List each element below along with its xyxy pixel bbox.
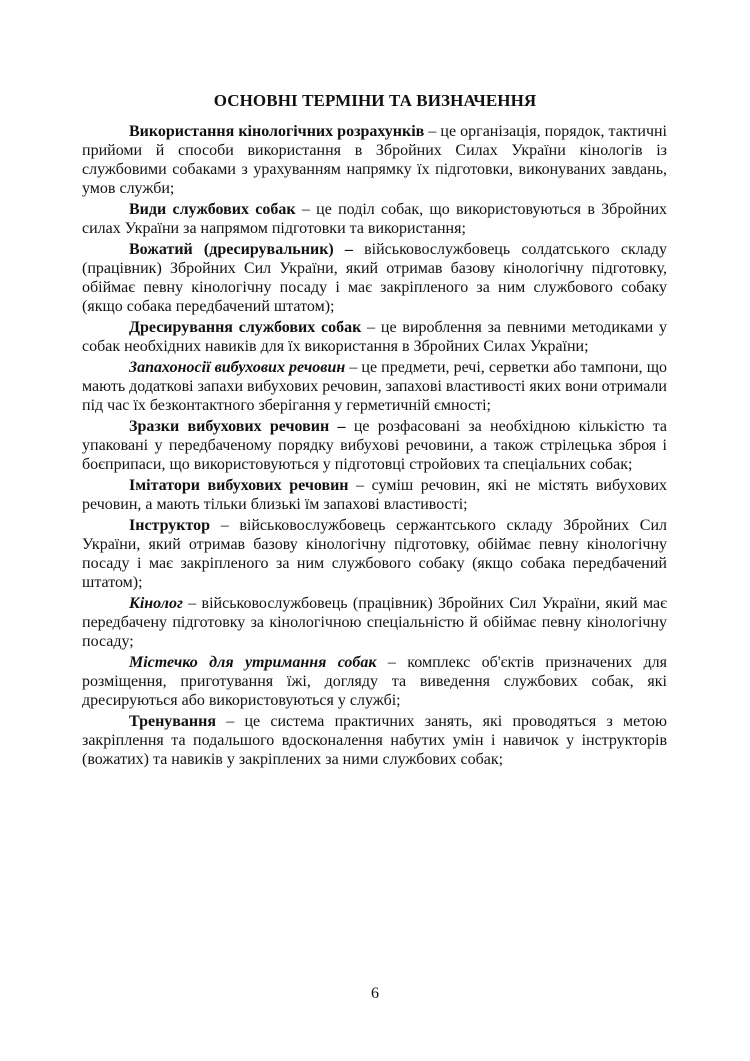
definition-term: Тренування	[129, 713, 217, 730]
definition-item	[82, 240, 667, 316]
definition-term: Види службових собак	[129, 201, 296, 218]
definition-item	[82, 200, 667, 238]
definition-term: Містечко для утримання собак	[129, 654, 377, 671]
definition-term: Кінолог	[129, 595, 183, 612]
definition-item	[82, 594, 667, 651]
definition-item	[82, 122, 667, 198]
page-number: 6	[371, 985, 379, 1002]
definition-term: Використання кінологічних розрахунків	[129, 123, 425, 140]
definition-term: Інструктор	[129, 517, 211, 534]
definition-item	[82, 358, 667, 415]
definition-text: – комплекс об'єктів призначених для розміщення, приготування їжі, догляду та виведення службових собак, які дресируються або використовуються у службі;	[82, 654, 667, 709]
definition-term: Запахоносії вибухових речовин	[129, 359, 346, 376]
definition-text: – військовослужбовець (працівник) Збройних Сил України, який має передбачену підготовку за кінологічною спеціальністю й обіймає певну кінологічну посаду;	[82, 595, 667, 650]
definition-term: Дресирування службових собак	[129, 319, 362, 336]
definition-text: військовослужбовець солдатського складу (працівник) Збройних Сил України, який отримав базову кінологічну підготовку, обіймає певну кінологічну посаду і має закріпленого за ним службового собаку (якщо собака передбачений штатом);	[82, 241, 668, 315]
definition-text: це розфасовані за необхідною кількістю та упаковані у передбаченому порядку вибухові речовини, а також стрілецька зброя і боєприпаси, що використовуються у підготовці стройових та спеціальних собак;	[82, 418, 668, 473]
page-title: ОСНОВНІ ТЕРМІНИ ТА ВИЗНАЧЕННЯ	[213, 91, 537, 110]
definition-text: – це система практичних занять, які проводяться з метою закріплення та подальшого вдосконалення набутих умін і навичок у інструкторів (вожатих) та навиків у закріплених за ними службових собак;	[82, 713, 667, 768]
definition-term: Зразки вибухових речовин –	[129, 418, 346, 435]
definition-text: – суміш речовин, які не містять вибухових речовин, а мають тільки близькі їм запахові властивості;	[82, 477, 668, 513]
definition-term: Вожатий (дресирувальник) –	[129, 241, 353, 258]
definition-text: – це предмети, речі, серветки або тампони, що мають додаткові запахи вибухових речовин, запахові властивості яких вони отримали під час їх безконтактного зберігання у герметичній ємності;	[82, 359, 668, 414]
definition-item	[82, 417, 667, 474]
definition-text: – це організація, порядок, тактичні прийоми й способи використання в Збройних Силах України кінологів із службовими собаками з урахуванням напрямку їх підготовки, виконуваних завдань, умов служби;	[82, 123, 667, 197]
definition-text: – це поділ собак, що використовуються в Збройних силах України за напрямом підготовки та використання;	[82, 201, 668, 237]
definition-item	[82, 476, 667, 514]
definition-text: – це вироблення за певними методиками у собак необхідних навиків для їх використання в Збройних Силах України;	[82, 319, 667, 355]
definition-item	[82, 516, 667, 592]
definition-item	[82, 712, 667, 769]
definition-term: Імітатори вибухових речовин	[129, 477, 349, 494]
definition-item	[82, 653, 667, 710]
definition-item	[82, 318, 667, 356]
definition-text: – військовослужбовець сержантського складу Збройних Сил України, який отримав базову кінологічну підготовку, обіймає певну кінологічну посаду і має закріпленого за ним службового собаку (якщо собака передбачений штатом);	[82, 517, 667, 591]
definitions-list	[82, 122, 667, 771]
